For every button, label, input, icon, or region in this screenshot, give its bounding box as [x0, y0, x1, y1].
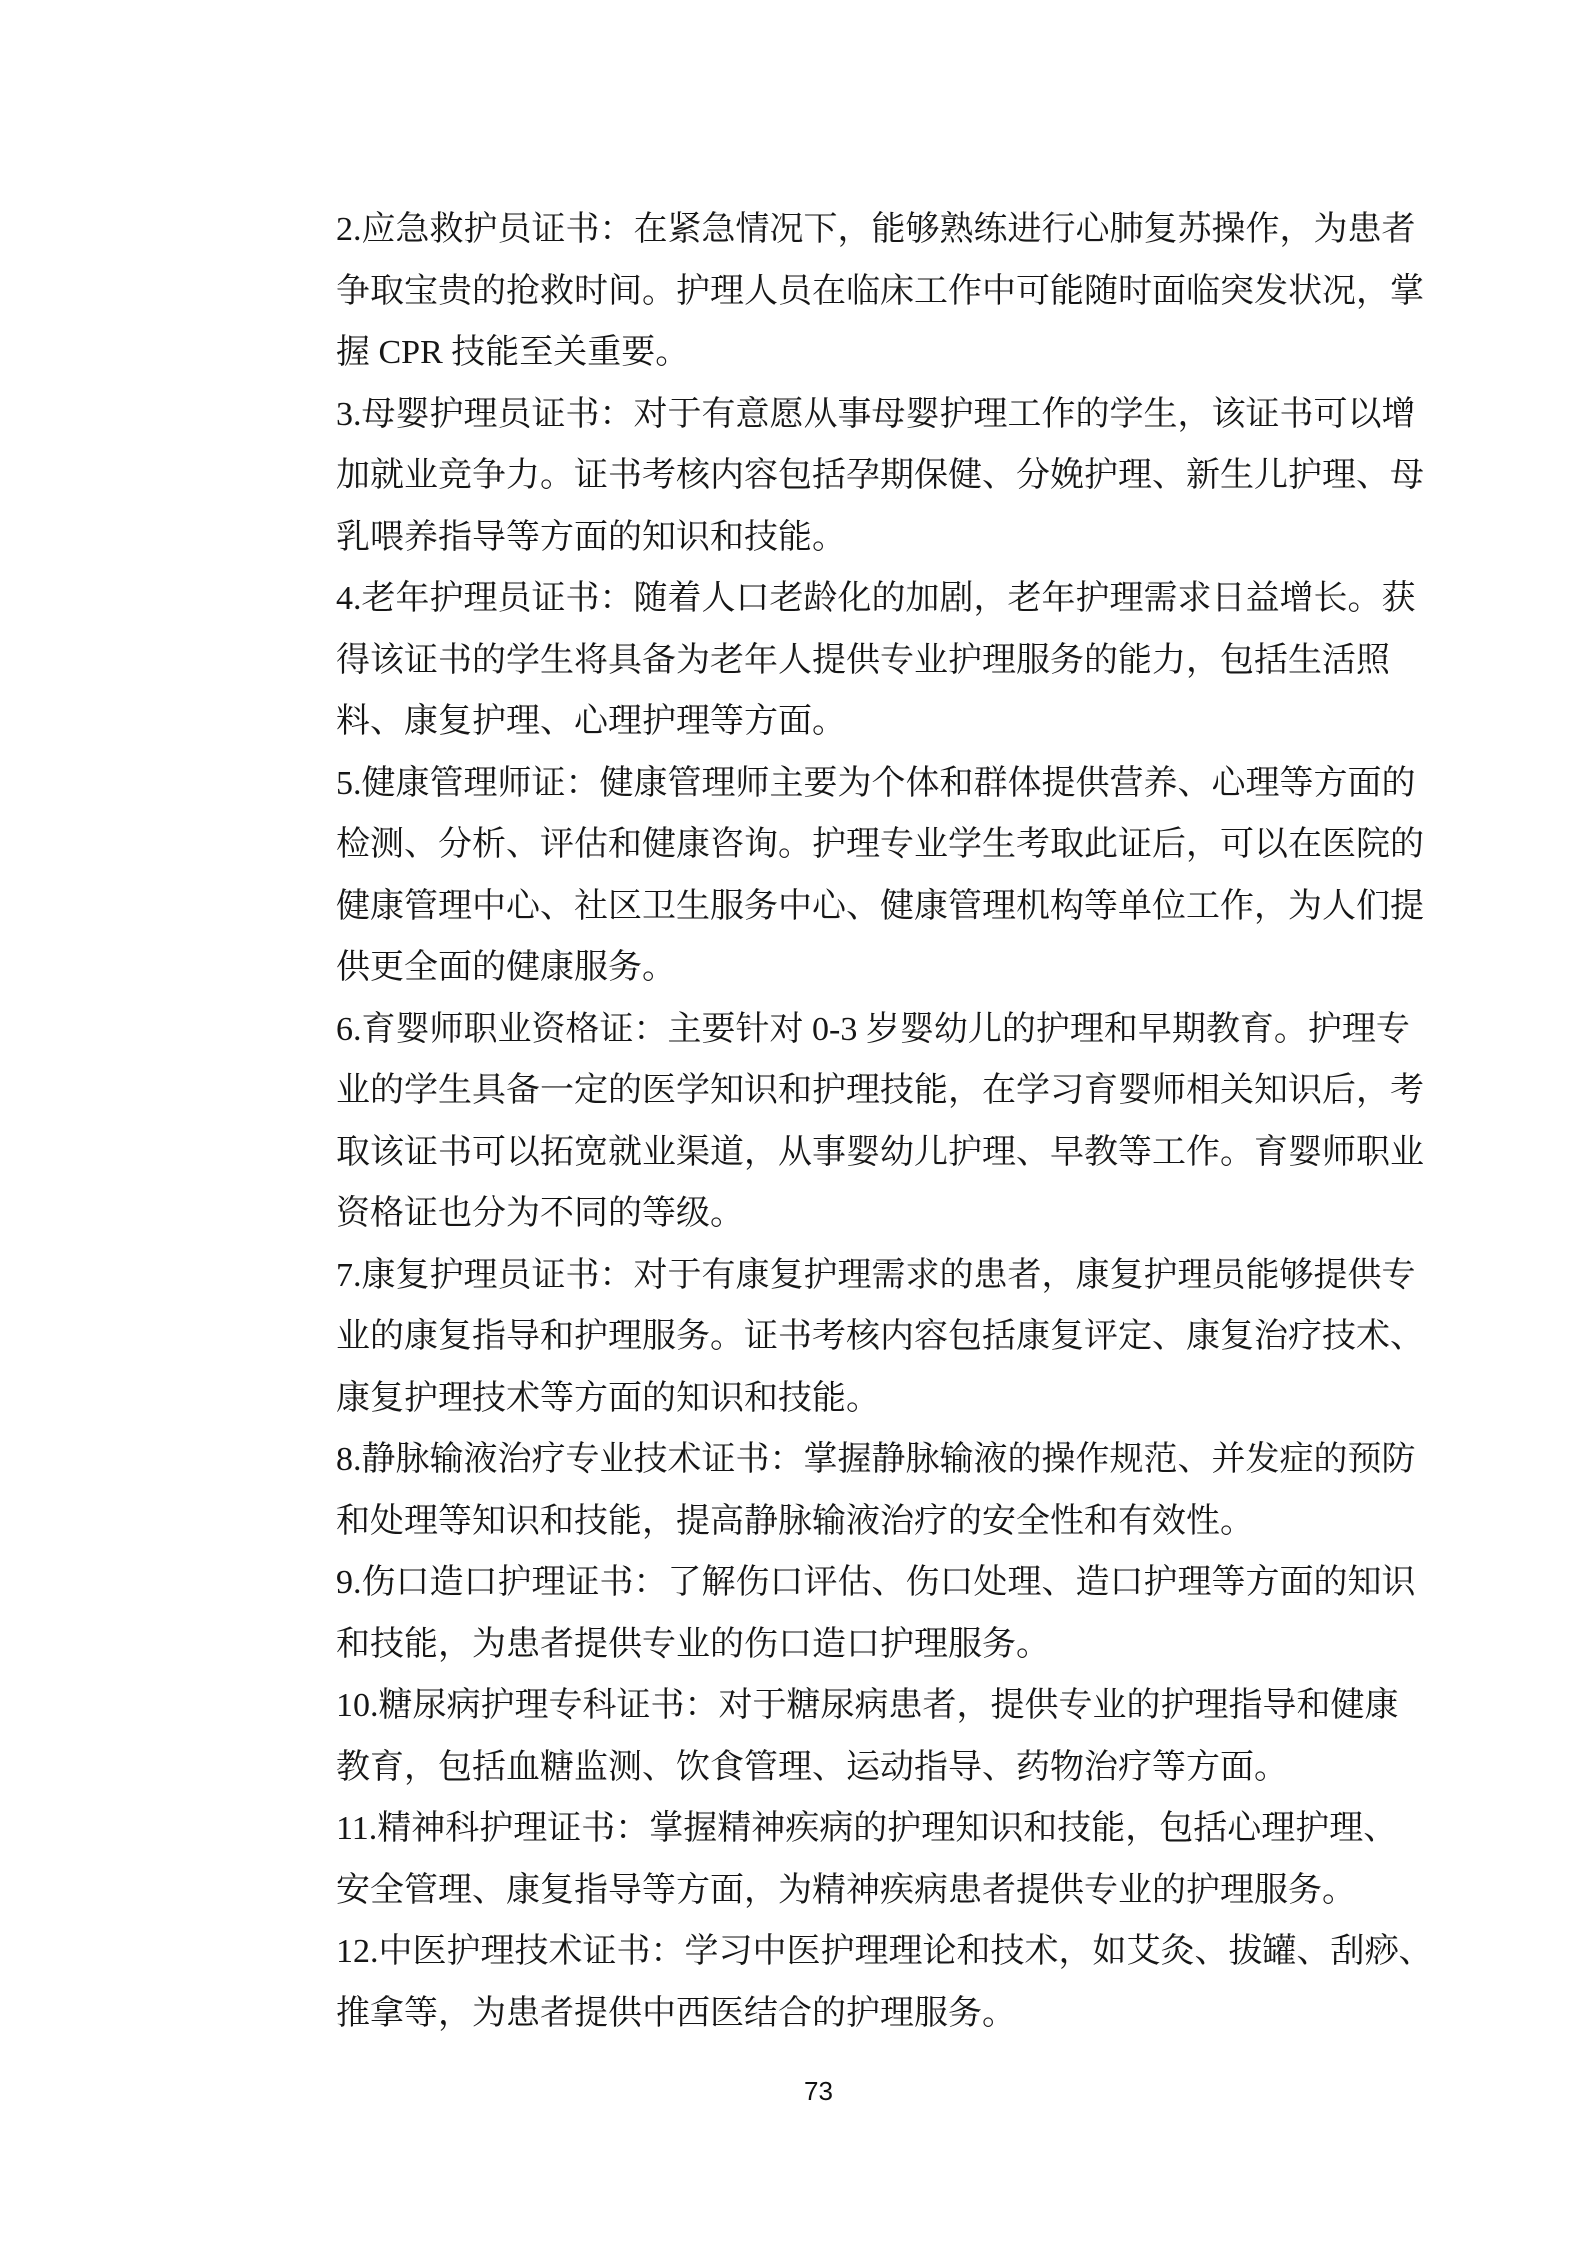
text-line: 检测、分析、评估和健康咨询。护理专业学生考取此证后，可以在医院的 — [336, 826, 1424, 863]
document-body — [336, 199, 1436, 2044]
text-line: 料、康复护理、心理护理等方面。 — [336, 703, 846, 740]
text-line: 加就业竞争力。证书考核内容包括孕期保健、分娩护理、新生儿护理、母 — [336, 457, 1424, 494]
text-line: 12.中医护理技术证书：学习中医护理理论和技术，如艾灸、拔罐、刮痧、 — [336, 1933, 1433, 1970]
text-line: 健康管理中心、社区卫生服务中心、健康管理机构等单位工作，为人们提 — [336, 887, 1424, 925]
text-line: 11.精神科护理证书：掌握精神疾病的护理知识和技能，包括心理护理、 — [336, 1810, 1398, 1847]
text-line: 争取宝贵的抢救时间。护理人员在临床工作中可能随时面临突发状况，掌 — [336, 272, 1424, 310]
text-line: 得该证书的学生将具备为老年人提供专业护理服务的能力，包括生活照 — [336, 641, 1390, 679]
text-line: 资格证也分为不同的等级。 — [336, 1195, 744, 1232]
text-line: 取该证书可以拓宽就业渠道，从事婴幼儿护理、早教等工作。育婴师职业 — [336, 1133, 1424, 1171]
text-line: 5.健康管理师证：健康管理师主要为个体和群体提供营养、心理等方面的 — [336, 764, 1416, 802]
text-line: 业的康复指导和护理服务。证书考核内容包括康复评定、康复治疗技术、 — [336, 1318, 1424, 1355]
text-line: 和处理等知识和技能，提高静脉输液治疗的安全性和有效性。 — [336, 1502, 1254, 1540]
text-line: 康复护理技术等方面的知识和技能。 — [336, 1379, 880, 1417]
text-line: 4.老年护理员证书：随着人口老龄化的加剧，老年护理需求日益增长。获 — [336, 580, 1416, 617]
text-line: 推拿等，为患者提供中西医结合的护理服务。 — [336, 1994, 1016, 2032]
text-line: 教育，包括血糖监测、饮食管理、运动指导、药物治疗等方面。 — [336, 1748, 1288, 1786]
page-number: 73 — [804, 2076, 833, 2106]
text-line: 2.应急救护员证书：在紧急情况下，能够熟练进行心肺复苏操作，为患者 — [336, 211, 1416, 248]
text-line: 乳喂养指导等方面的知识和技能。 — [336, 518, 846, 556]
text-line: 3.母婴护理员证书：对于有意愿从事母婴护理工作的学生，该证书可以增 — [336, 395, 1416, 433]
text-line: 供更全面的健康服务。 — [336, 949, 676, 986]
text-line: 10.糖尿病护理专科证书：对于糖尿病患者，提供专业的护理指导和健康 — [336, 1687, 1399, 1724]
page-footer — [25, 2076, 1587, 2107]
text-line: 6.育婴师职业资格证：主要针对 0-3 岁婴幼儿的护理和早期教育。护理专 — [336, 1010, 1410, 1048]
text-line: 8.静脉输液治疗专业技术证书：掌握静脉输液的操作规范、并发症的预防 — [336, 1441, 1416, 1478]
text-line: 握 CPR 技能至关重要。 — [336, 334, 690, 371]
text-line: 7.康复护理员证书：对于有康复护理需求的患者，康复护理员能够提供专 — [336, 1256, 1416, 1294]
text-line: 9.伤口造口护理证书：了解伤口评估、伤口处理、造口护理等方面的知识 — [336, 1564, 1416, 1601]
text-line: 安全管理、康复指导等方面，为精神疾病患者提供专业的护理服务。 — [336, 1871, 1356, 1909]
text-line: 业的学生具备一定的医学知识和护理技能，在学习育婴师相关知识后，考 — [336, 1072, 1424, 1109]
text-line: 和技能，为患者提供专业的伤口造口护理服务。 — [336, 1625, 1050, 1663]
